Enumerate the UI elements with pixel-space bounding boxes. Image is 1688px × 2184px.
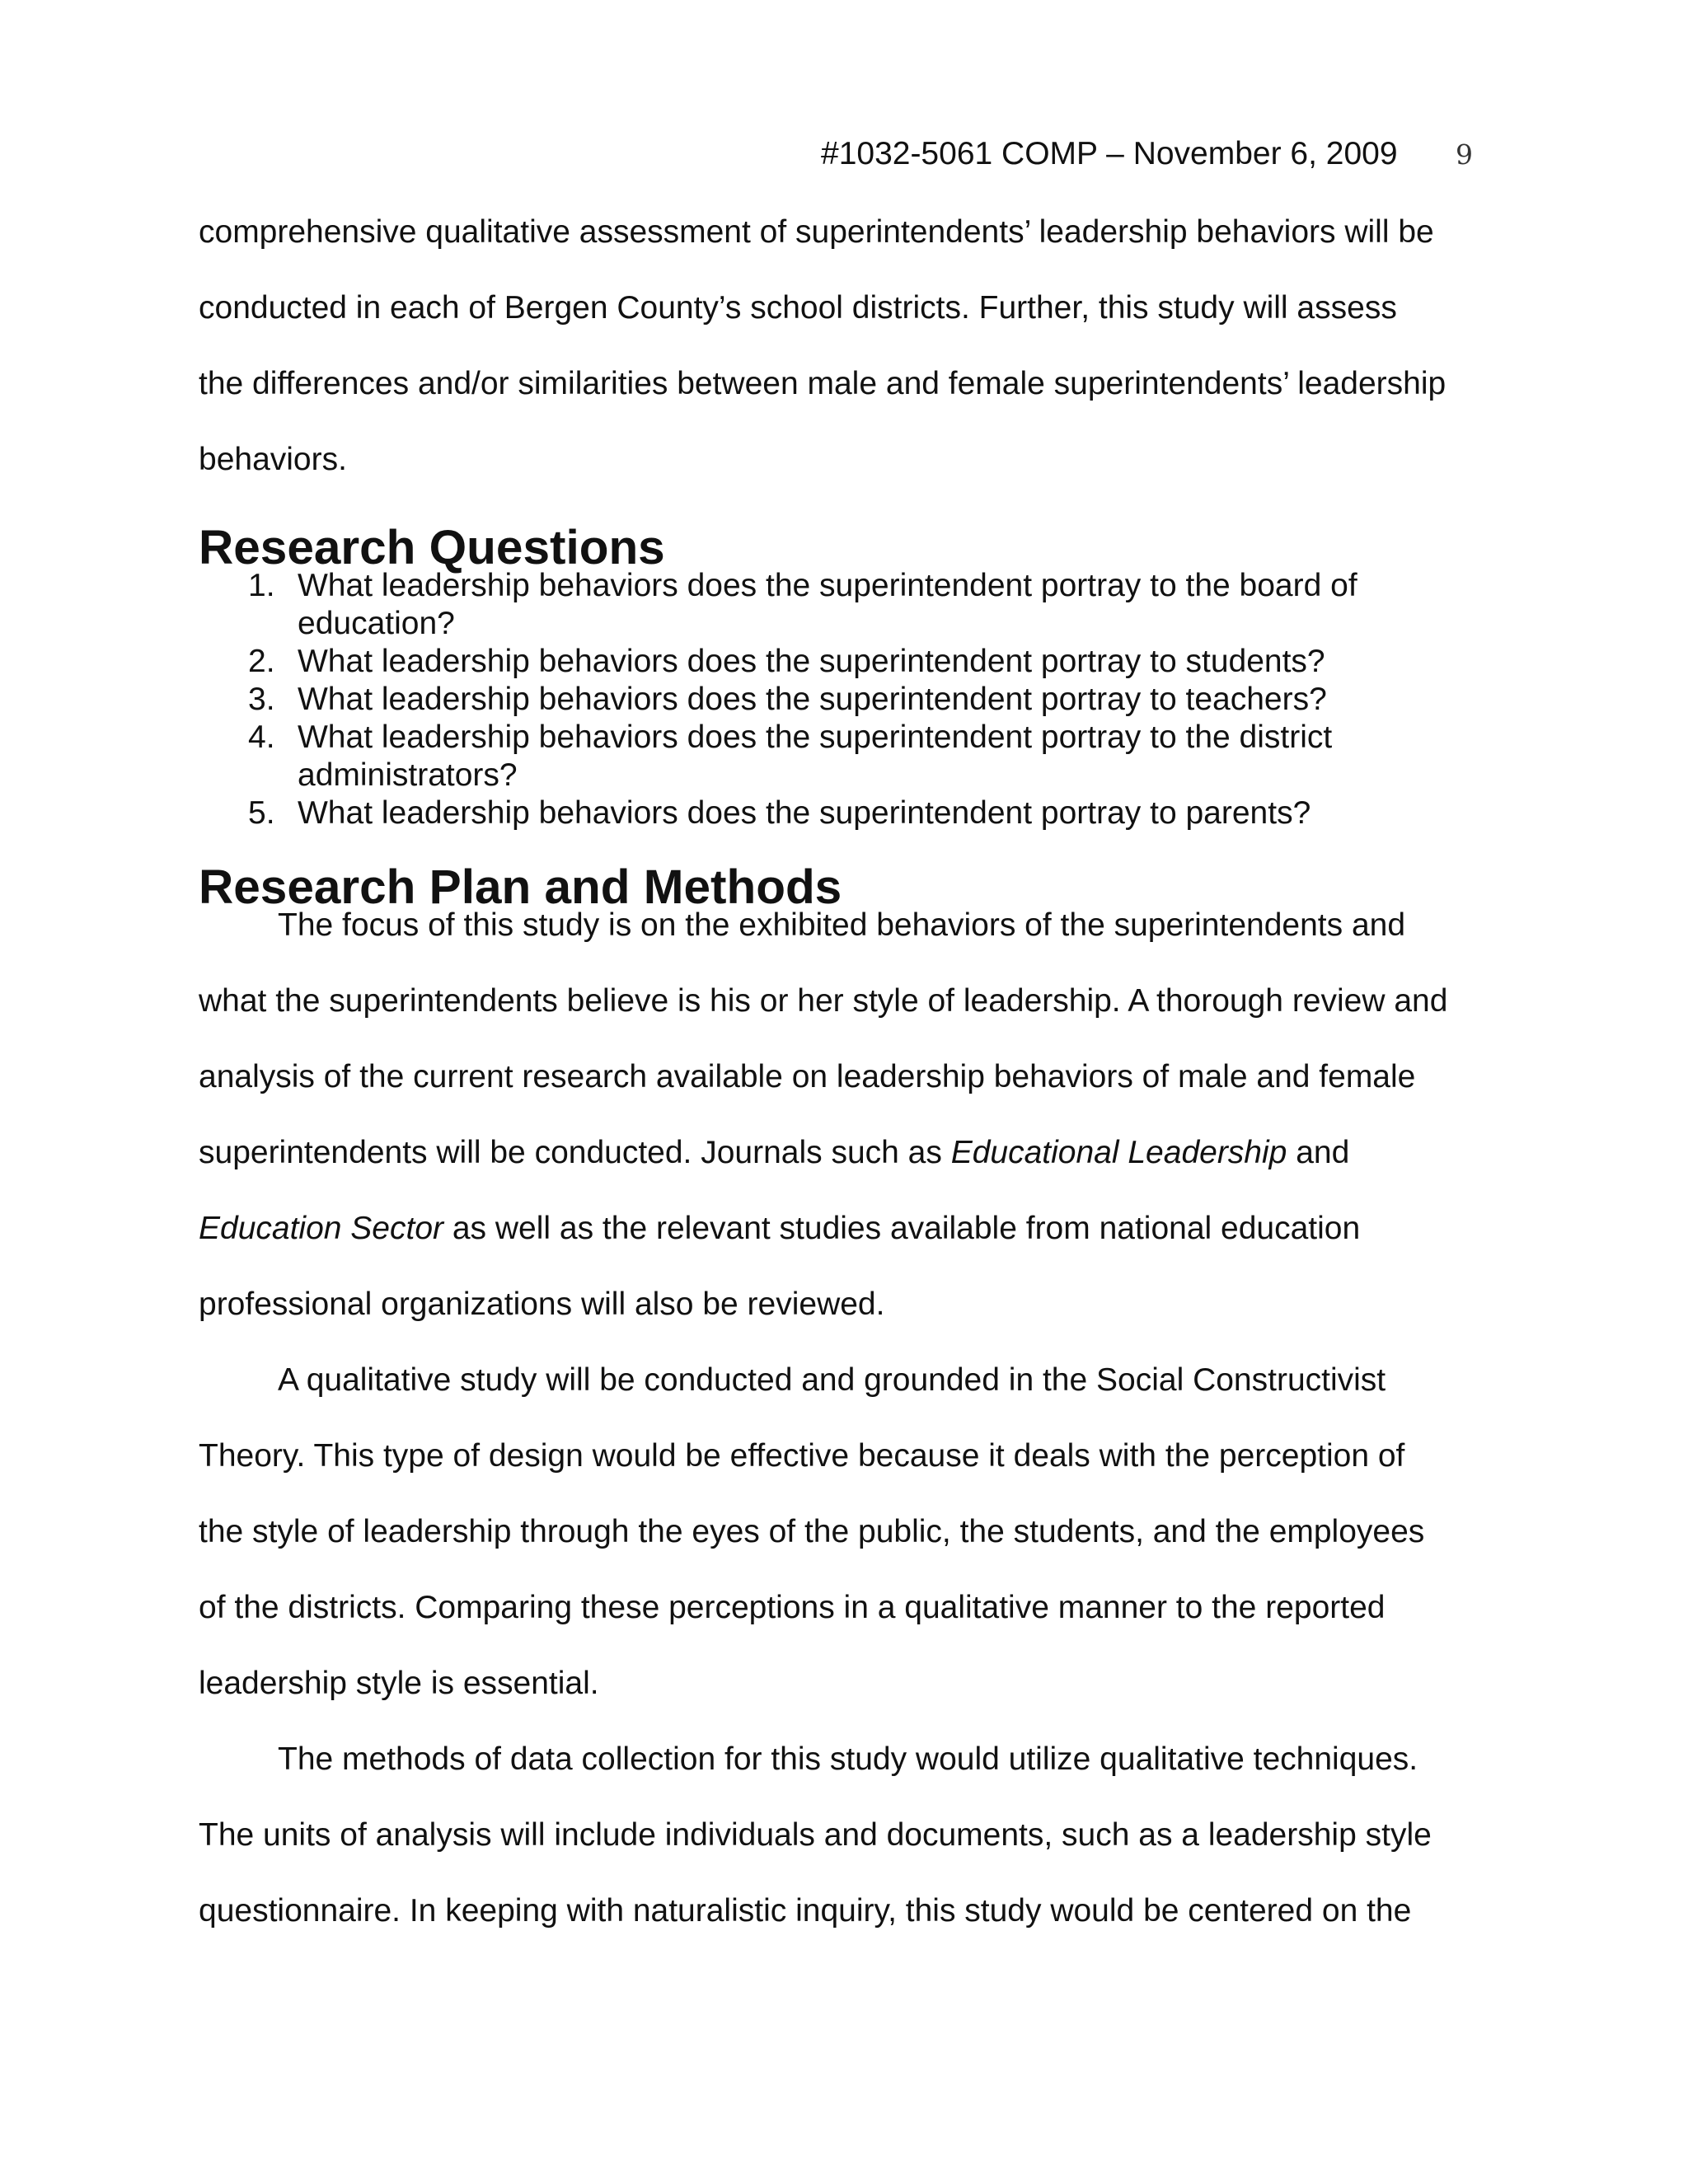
- page-content: [199, 194, 1517, 1949]
- methods-paragraph-1: [199, 888, 1517, 1343]
- paragraph-line: The focus of this study is on the exhibited behaviors of the superintendents and: [278, 907, 1406, 943]
- research-questions-heading: Research Questions: [199, 521, 665, 574]
- paragraph-line: The units of analysis will include individuals and documents, such as a leadership style: [199, 1817, 1432, 1853]
- list-item-number: 1.: [248, 568, 275, 603]
- intro-line: the differences and/or similarities between male and female superintendents’ leadership: [199, 366, 1447, 401]
- journal-title: Educational Leadership: [950, 1135, 1287, 1170]
- methods-paragraph-3: [199, 1722, 1517, 1949]
- paragraph-text: superintendents will be conducted. Journals such as: [199, 1135, 951, 1170]
- intro-line: conducted in each of Bergen County’s school districts. Further, this study will assess: [199, 290, 1397, 326]
- list-item-number: 5.: [248, 795, 275, 831]
- paragraph-line: A qualitative study will be conducted and grounded in the Social Constructivist: [278, 1362, 1386, 1398]
- list-item: [199, 719, 1517, 794]
- paragraph-line: of the districts. Comparing these perceptions in a qualitative manner to the reported: [199, 1590, 1386, 1625]
- paragraph-line: what the superintendents believe is his or her style of leadership. A thorough review and: [199, 983, 1448, 1019]
- intro-line: comprehensive qualitative assessment of superintendents’ leadership behaviors will be: [199, 214, 1434, 250]
- intro-paragraph: [199, 194, 1517, 498]
- paragraph-line: the style of leadership through the eyes of the public, the students, and the employees: [199, 1514, 1425, 1549]
- list-item: [199, 794, 1517, 832]
- paragraph-line: Theory. This type of design would be effective because it deals with the perception of: [199, 1438, 1405, 1474]
- list-item-text: What leadership behaviors does the superintendent portray to students?: [298, 644, 1325, 679]
- list-item: [199, 681, 1517, 719]
- journal-title: Education Sector: [199, 1211, 444, 1246]
- paragraph-line: [199, 1191, 1517, 1267]
- paragraph-line: The methods of data collection for this study would utilize qualitative techniques.: [278, 1741, 1418, 1777]
- list-item: [199, 643, 1517, 681]
- paragraph-text: as well as the relevant studies available from national education: [443, 1211, 1361, 1246]
- list-item-number: 2.: [248, 644, 275, 679]
- paragraph-text: and: [1287, 1135, 1350, 1170]
- list-item-text: What leadership behaviors does the superintendent portray to teachers?: [298, 682, 1327, 717]
- list-item: [199, 567, 1517, 643]
- paragraph-line: questionnaire. In keeping with naturalistic inquiry, this study would be centered on the: [199, 1893, 1412, 1929]
- paragraph-line: [199, 1115, 1517, 1191]
- methods-paragraph-2: [199, 1343, 1517, 1722]
- list-item-text: What leadership behaviors does the superintendent portray to parents?: [298, 795, 1311, 831]
- research-questions-list: [199, 567, 1517, 832]
- intro-line: behaviors.: [199, 442, 347, 477]
- list-item-number: 4.: [248, 719, 275, 755]
- list-item-number: 3.: [248, 682, 275, 717]
- running-header: #1032-5061 COMP – November 6, 2009: [821, 136, 1398, 171]
- list-item-text: What leadership behaviors does the superintendent portray to the district: [298, 719, 1333, 755]
- paragraph-line: analysis of the current research available on leadership behaviors of male and female: [199, 1059, 1416, 1094]
- list-item-text-continued: education?: [298, 606, 455, 641]
- page-number: 9: [1456, 138, 1473, 171]
- methods-heading: Research Plan and Methods: [199, 860, 842, 914]
- list-item-text: What leadership behaviors does the superintendent portray to the board of: [298, 568, 1357, 603]
- paragraph-line: leadership style is essential.: [199, 1666, 599, 1701]
- paragraph-line: professional organizations will also be reviewed.: [199, 1286, 885, 1322]
- list-item-text-continued: administrators?: [298, 757, 518, 793]
